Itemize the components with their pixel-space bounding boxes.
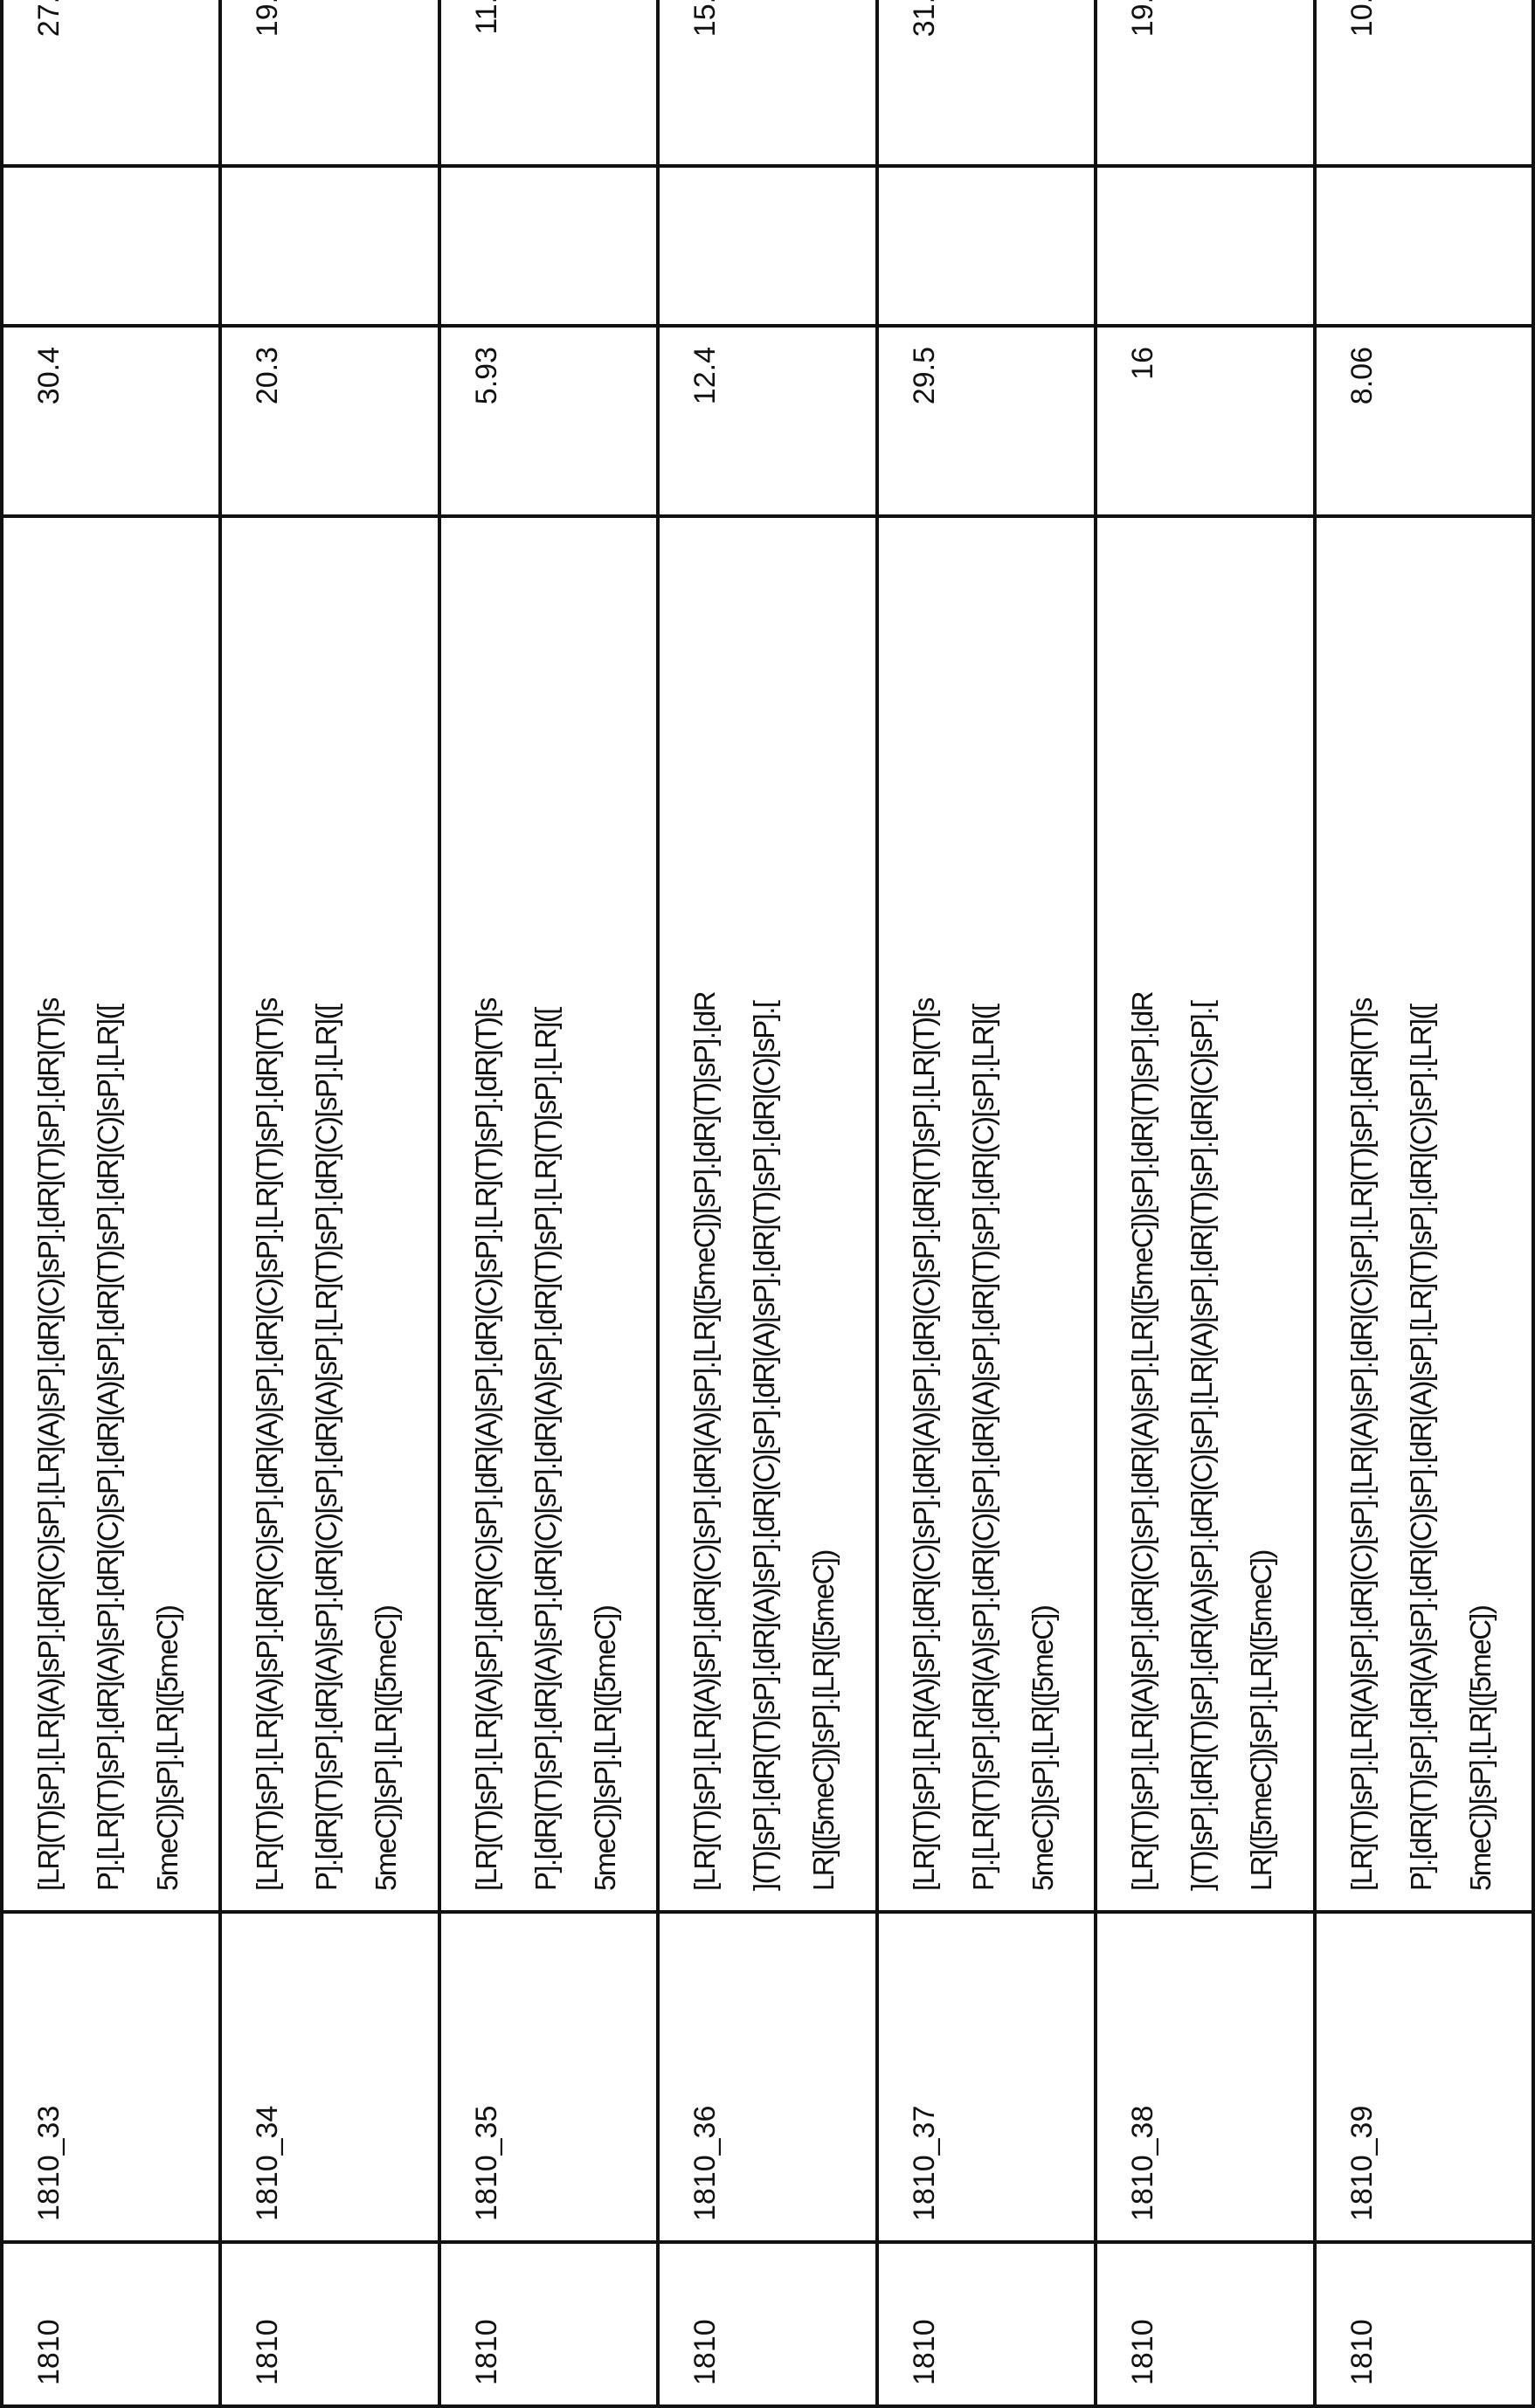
value-2-cell	[2, 166, 220, 326]
sequence-line: [LR](T)[sP].[LR](A)[sP].[dR](C)[sP].[dR](A)[sP].[dR](C)[sP].[LR](T)[sP].[dR](T)[s	[457, 537, 516, 1891]
group-cell: 1810	[220, 2242, 439, 2406]
sequence-line: 5meC])[sP].[LR]([5meC])	[1013, 537, 1073, 1891]
sequence-line: LR]([5meC])[sP].[LR]([5meC])	[1232, 537, 1291, 1891]
sequence-line: P].[dR](T)[sP].[dR](A)[sP].[dR](C)[sP].[dR](A)[sP].[LR](T)[sP].[dR](C)[sP].[LR]([	[1392, 537, 1451, 1891]
sequence-line: P].[LR](T)[sP].[dR](A)[sP].[dR](C)[sP].[dR](A)[sP].[dR](T)[sP].[dR](C)[sP].[LR]([	[954, 537, 1013, 1891]
table-row	[1096, 0, 1314, 2406]
table-row	[2, 0, 220, 2406]
value-1-cell: 5.93	[439, 326, 658, 516]
sequence-line: [LR](T)[sP].[LR](A)[sP].[dR](C)[sP].[dR](A)[sP].[dR](C)[sP].[dR](T)[sP].[LR](T)[s	[895, 537, 954, 1891]
rotated-page	[0, 0, 1535, 2408]
group-cell: 1810	[439, 2242, 658, 2406]
value-1-cell: 16	[1096, 326, 1314, 516]
value-1-cell: 20.3	[220, 326, 439, 516]
sequence-cell	[658, 516, 876, 1912]
sequence-line: P].[dR](T)[sP].[dR](A)[sP].[dR](C)[sP].[dR](A)[sP].[dR](T)[sP].[LR](T)[sP].[LR]([	[516, 537, 576, 1891]
id-cell: 1810_36	[658, 1912, 876, 2242]
sequence-line: [LR](T)[sP].[LR](A)[sP].[dR](C)[sP].[dR](A)[sP].[LR]([5meC])[sP].[dR](T)[sP].[dR	[675, 537, 735, 1891]
value-3-cell: 11.1	[439, 0, 658, 166]
id-cell: 1810_39	[1315, 1912, 1533, 2242]
sequence-line: 5meC])[sP].[LR]([5meC])	[356, 537, 416, 1891]
sequence-line: LR]([5meC])[sP].[LR]([5meC])	[794, 537, 854, 1891]
group-cell: 1810	[877, 2242, 1096, 2406]
sequence-line: ](T)[sP].[dR](T)[sP].[dR](A)[sP].[dR](C)[sP].[LR](A)[sP].[dR](T)[sP].[dR](C)[sP].[	[1172, 537, 1232, 1891]
id-cell: 1810_38	[1096, 1912, 1314, 2242]
value-2-cell	[1315, 166, 1533, 326]
group-cell: 1810	[658, 2242, 876, 2406]
sequence-line: [LR](T)[sP].[LR](A)[sP].[dR](C)[sP].[dR](A)[sP].[LR]([5meC])[sP].[dR](T)[sP].[dR	[1113, 537, 1172, 1891]
data-table	[0, 0, 1535, 2408]
value-3-cell: 19.3	[1096, 0, 1314, 166]
value-3-cell: 15.1	[658, 0, 876, 166]
value-1-cell: 8.06	[1315, 326, 1533, 516]
id-cell: 1810_34	[220, 1912, 439, 2242]
sequence-line: P].[dR](T)[sP].[dR](A)[sP].[dR](C)[sP].[dR](A)[sP].[LR](T)[sP].[dR](C)[sP].[LR]([	[297, 537, 356, 1891]
sequence-line: ](T)[sP].[dR](T)[sP].[dR](A)[sP].[dR](C)[sP].[dR](A)[sP].[dR](T)[sP].[dR](C)[sP].[	[735, 537, 794, 1891]
value-3-cell: 27.8	[2, 0, 220, 166]
table-row	[877, 0, 1096, 2406]
id-cell: 1810_33	[2, 1912, 220, 2242]
group-cell: 1810	[1096, 2242, 1314, 2406]
group-cell: 1810	[2, 2242, 220, 2406]
sequence-line: 5meC])[sP].[LR]([5meC])	[1451, 537, 1511, 1891]
sequence-cell	[1096, 516, 1314, 1912]
value-2-cell	[658, 166, 876, 326]
value-2-cell	[220, 166, 439, 326]
sequence-line: [LR](T)[sP].[LR](A)[sP].[dR](C)[sP].[LR](A)[sP].[dR](C)[sP].[LR](T)[sP].[dR](T)[s	[1332, 537, 1392, 1891]
sequence-cell	[877, 516, 1096, 1912]
table-row	[1315, 0, 1533, 2406]
value-3-cell: 10.2	[1315, 0, 1533, 166]
id-cell: 1810_37	[877, 1912, 1096, 2242]
sequence-line: [LR](T)[sP].[LR](A)[sP].[dR](C)[sP].[LR](A)[sP].[dR](C)[sP].[dR](T)[sP].[dR](T)[s	[19, 537, 79, 1891]
group-cell: 1810	[1315, 2242, 1533, 2406]
sequence-line: 5meC])[sP].[LR]([5meC])	[138, 537, 197, 1891]
sequence-line: P].[LR](T)[sP].[dR](A)[sP].[dR](C)[sP].[dR](A)[sP].[dR](T)[sP].[dR](C)[sP].[LR]([	[79, 537, 138, 1891]
value-3-cell: 31.7	[877, 0, 1096, 166]
value-2-cell	[1096, 166, 1314, 326]
table-row	[658, 0, 876, 2406]
value-1-cell: 29.5	[877, 326, 1096, 516]
value-2-cell	[439, 166, 658, 326]
sequence-cell	[439, 516, 658, 1912]
value-1-cell: 30.4	[2, 326, 220, 516]
value-1-cell: 12.4	[658, 326, 876, 516]
sequence-line: 5meC])[sP].[LR]([5meC])	[576, 537, 635, 1891]
sequence-cell	[2, 516, 220, 1912]
sequence-cell	[220, 516, 439, 1912]
sequence-line: [LR](T)[sP].[LR](A)[sP].[dR](C)[sP].[dR](A)[sP].[dR](C)[sP].[LR](T)[sP].[dR](T)[s	[238, 537, 297, 1891]
table-row	[439, 0, 658, 2406]
id-cell: 1810_35	[439, 1912, 658, 2242]
sequence-cell	[1315, 516, 1533, 1912]
value-3-cell: 19.9	[220, 0, 439, 166]
table-row	[220, 0, 439, 2406]
value-2-cell	[877, 166, 1096, 326]
